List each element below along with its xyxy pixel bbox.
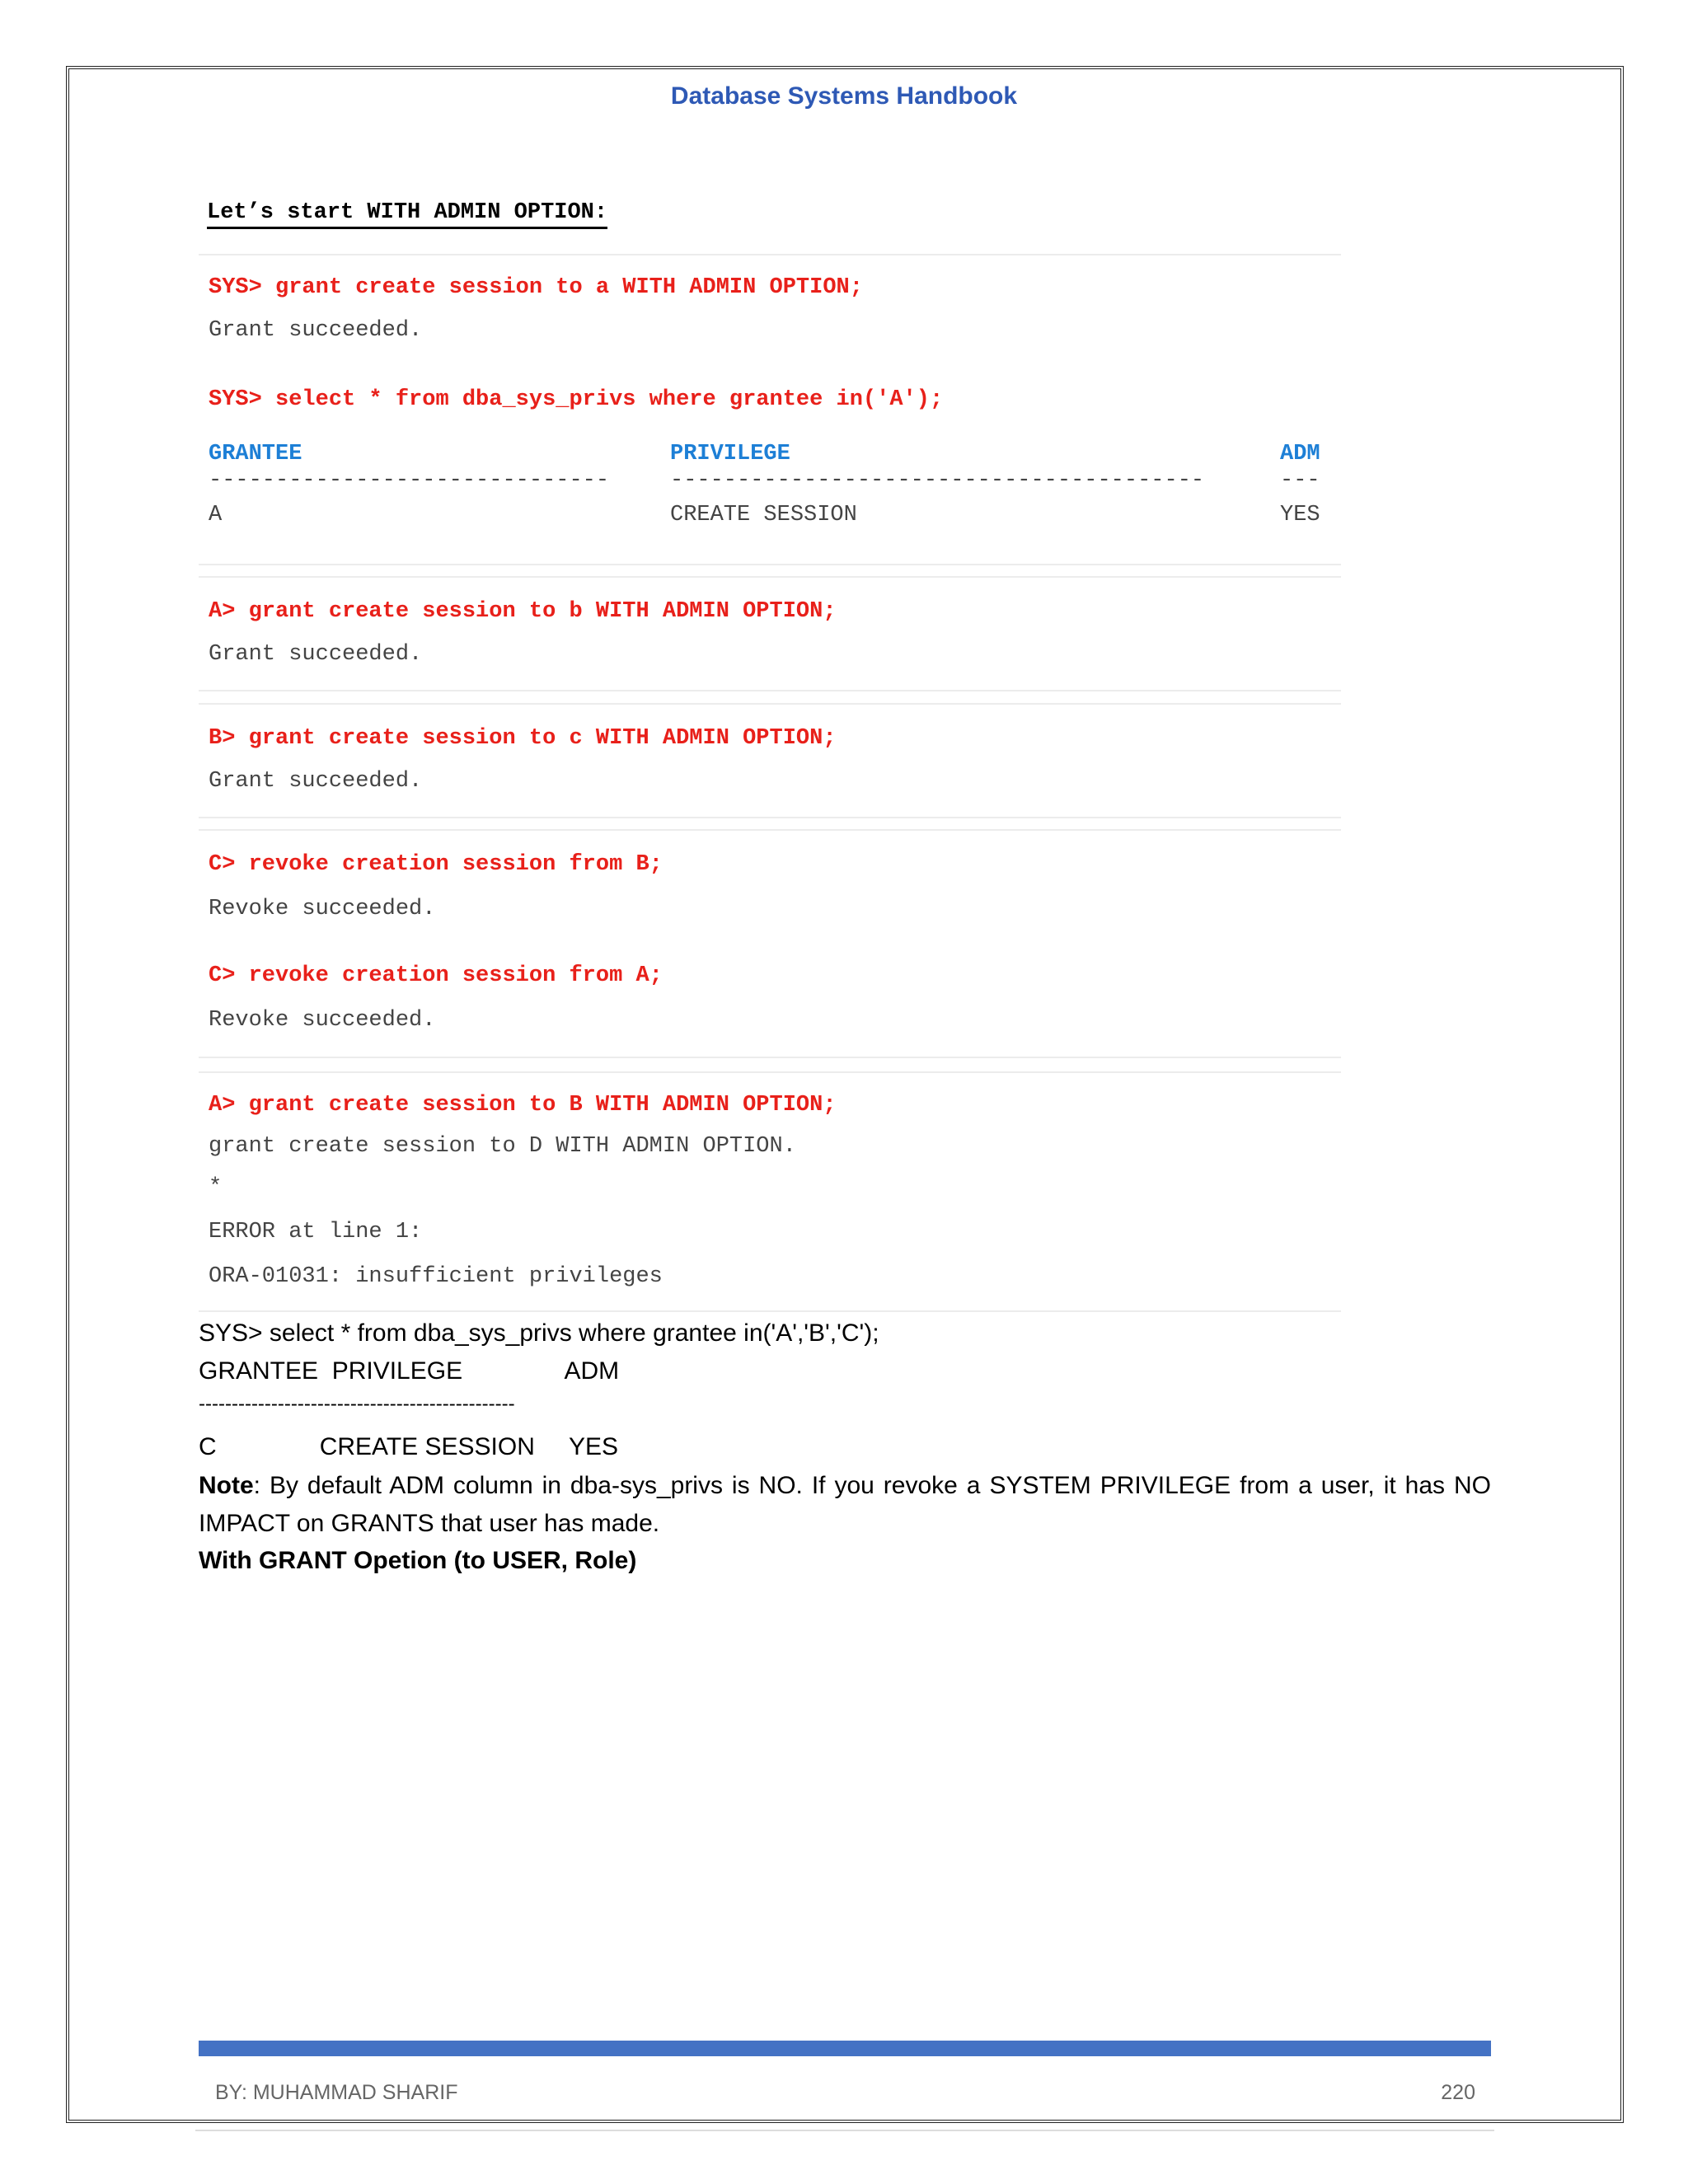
- command-line: A> grant create session to b WITH ADMIN OPTION;: [209, 599, 837, 624]
- note-text: : By default ADM column in dba-sys_privs is NO. If you revoke a SYSTEM PRIVILEGE from a user, it has NO IMPACT on GRANTS that user has made.: [199, 1472, 1491, 1537]
- command-line: C> revoke creation session from B;: [209, 852, 663, 877]
- result-cell-privilege: CREATE SESSION: [670, 503, 857, 527]
- output-line: Grant succeeded.: [209, 769, 423, 794]
- page-header-title: Database Systems Handbook: [670, 82, 1018, 110]
- column-header-grantee: GRANTEE: [209, 442, 302, 466]
- output-line: Grant succeeded.: [209, 318, 423, 343]
- result-row-text: C CREATE SESSION YES: [199, 1433, 619, 1460]
- query-text: SYS> select * from dba_sys_privs where grantee in('A','B','C');: [199, 1319, 879, 1347]
- separator: ---: [1280, 468, 1320, 493]
- column-header-privilege: PRIVILEGE: [670, 442, 790, 466]
- result-cell-adm: YES: [1280, 503, 1320, 527]
- echo-line: grant create session to D WITH ADMIN OPTION.: [209, 1134, 796, 1159]
- note-paragraph: [199, 1467, 1491, 1543]
- code-block-b-grant: [199, 703, 1341, 818]
- command-line: B> grant create session to c WITH ADMIN OPTION;: [209, 726, 837, 751]
- result-header-text: GRANTEE PRIVILEGE ADM: [199, 1357, 620, 1385]
- footer-page-number: 220: [1441, 2081, 1475, 2104]
- command-line: C> revoke creation session from A;: [209, 963, 663, 988]
- code-block-error: [199, 1071, 1341, 1312]
- result-cell-grantee: A: [209, 503, 223, 527]
- column-header-adm: ADM: [1280, 442, 1320, 466]
- command-line: SYS> grant create session to a WITH ADMIN OPTION;: [209, 275, 863, 300]
- section-heading: Let’s start WITH ADMIN OPTION:: [207, 200, 607, 229]
- code-block-c-revoke: [199, 829, 1341, 1058]
- separator: ------------------------------: [209, 468, 610, 493]
- error-line: ERROR at line 1:: [209, 1220, 423, 1244]
- bottom-rule: [195, 2130, 1494, 2131]
- error-marker: *: [209, 1175, 223, 1200]
- footer-bar: [199, 2041, 1491, 2056]
- output-line: Revoke succeeded.: [209, 1008, 436, 1033]
- subheading: With GRANT Opetion (to USER, Role): [199, 1547, 637, 1574]
- output-line: Grant succeeded.: [209, 642, 423, 667]
- code-block-sys-grant: [199, 254, 1341, 565]
- command-line: SYS> select * from dba_sys_privs where grantee in('A');: [209, 387, 944, 412]
- note-label: Note: [199, 1472, 254, 1499]
- result-separator-text: ------------------------------------------------: [199, 1393, 515, 1415]
- command-line: A> grant create session to B WITH ADMIN OPTION;: [209, 1093, 837, 1118]
- footer-author: BY: MUHAMMAD SHARIF: [215, 2081, 458, 2104]
- separator: ----------------------------------------: [670, 468, 1205, 493]
- error-message: ORA-01031: insufficient privileges: [209, 1264, 663, 1289]
- output-line: Revoke succeeded.: [209, 897, 436, 921]
- code-block-a-grant: [199, 576, 1341, 691]
